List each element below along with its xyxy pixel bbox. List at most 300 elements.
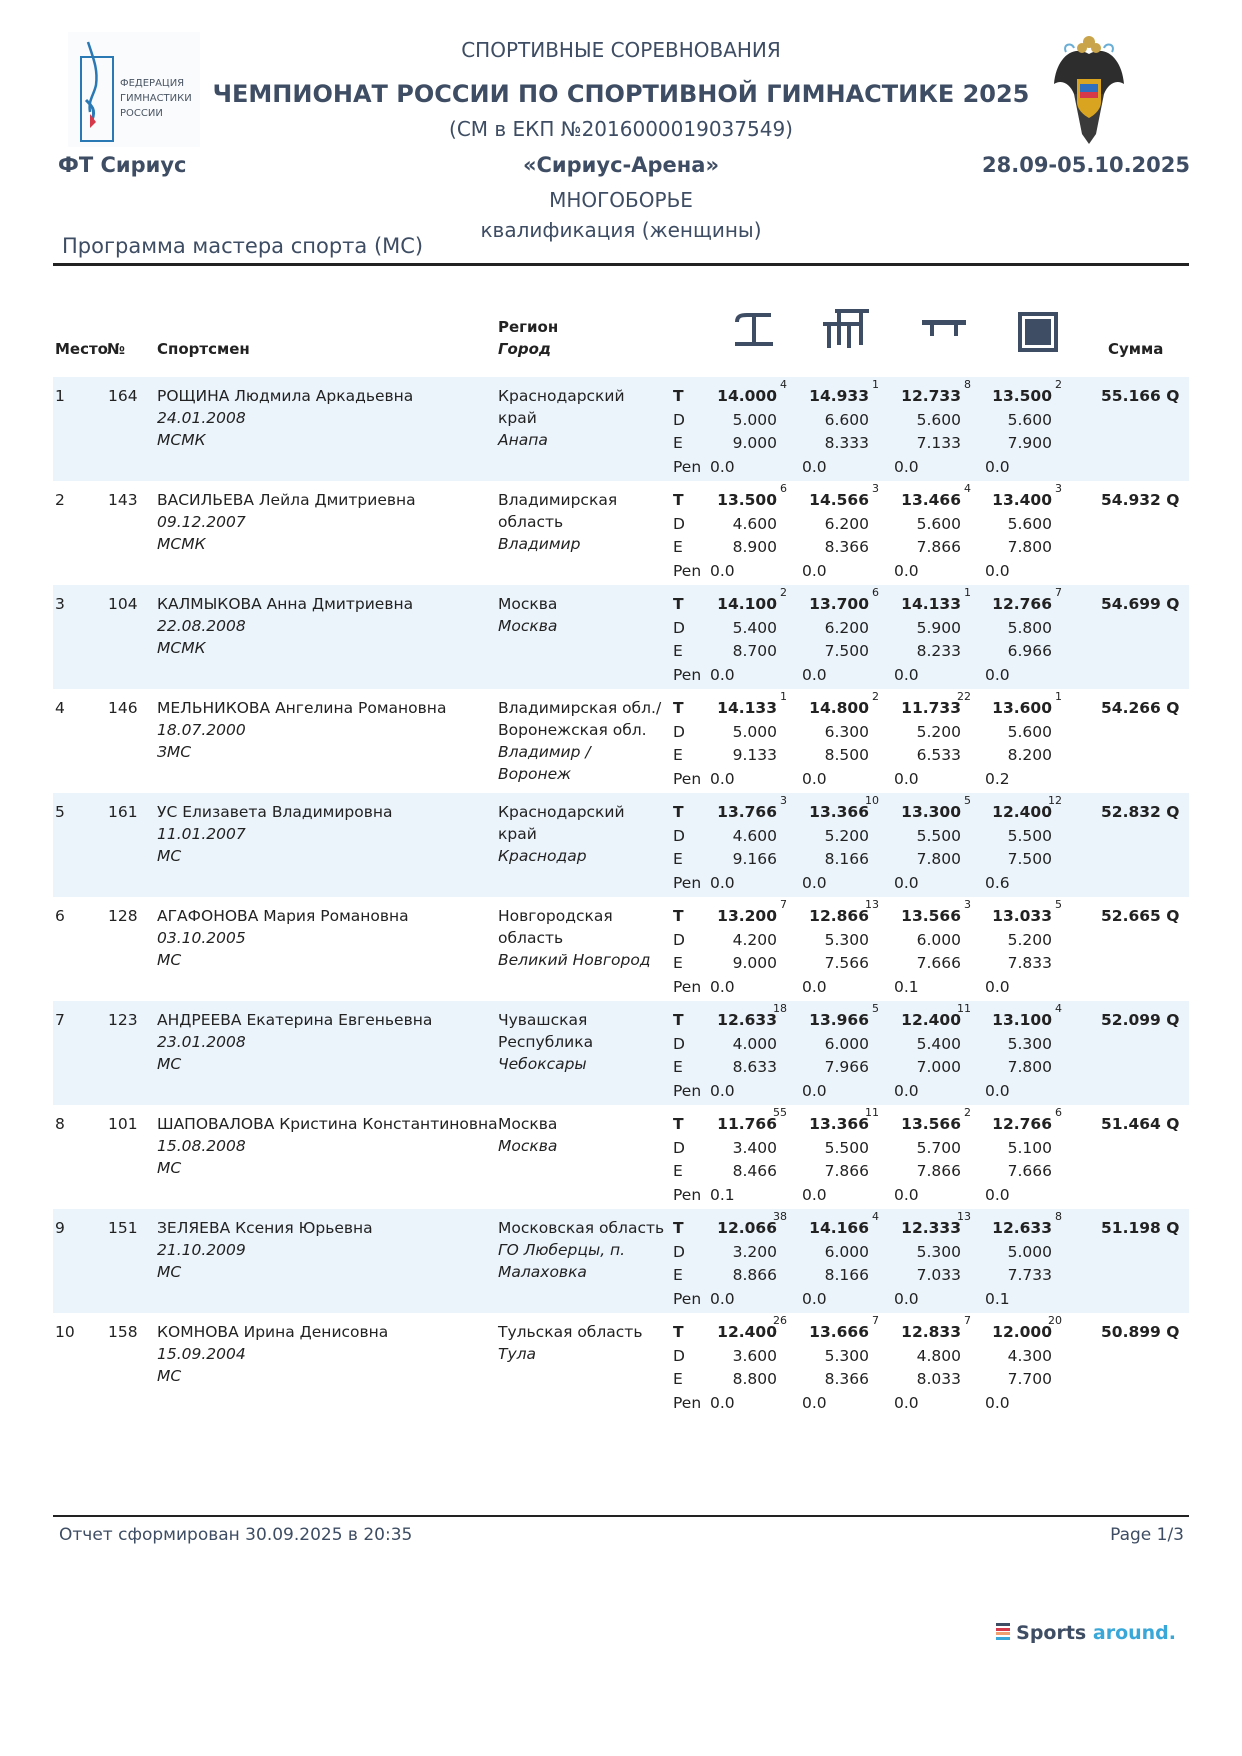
apparatus-rank: 2	[964, 1106, 971, 1119]
total-score: 12.766 7	[966, 593, 1056, 617]
difficulty-score: 4.800	[916, 1346, 961, 1365]
athlete-dob: 03.10.2005	[157, 929, 246, 947]
label-execution: E	[673, 434, 683, 452]
bib-number: 143	[108, 491, 138, 509]
apparatus-score-uneven-bars	[783, 1002, 879, 1103]
penalty: 0.0	[802, 769, 827, 788]
label-penalty: Pen	[673, 977, 702, 996]
total-score: 13.100 4	[966, 1009, 1056, 1033]
total-score: 13.766 3	[691, 801, 781, 825]
execution-score: 8.900	[732, 538, 777, 556]
apparatus-score-uneven-bars	[783, 794, 879, 895]
apparatus-score-vault	[691, 794, 787, 895]
total-score: 12.733 8	[875, 385, 965, 409]
athlete-rank: МС	[157, 847, 182, 865]
region-name: Владимирская область	[498, 491, 618, 531]
apparatus-rank: 5	[964, 794, 971, 807]
apparatus-score-vault	[691, 898, 787, 999]
bib-number: 104	[108, 595, 138, 613]
execution-score: 9.166	[732, 850, 777, 868]
difficulty-score: 5.600	[1007, 410, 1052, 429]
total-score: 12.833 7	[875, 1321, 965, 1345]
difficulty-score: 5.300	[916, 1242, 961, 1261]
region	[498, 593, 668, 637]
penalty: 0.2	[985, 769, 1010, 788]
apparatus-score-floor-exercise	[966, 1210, 1062, 1311]
place: 9	[55, 1219, 65, 1237]
total-score: 13.300 5	[875, 801, 965, 825]
execution-score: 7.566	[824, 954, 869, 972]
total-score: 14.133 1	[875, 593, 965, 617]
difficulty-score: 5.400	[732, 618, 777, 637]
athlete-dob: 09.12.2007	[157, 513, 246, 531]
column-header-athlete: Спортсмен	[157, 340, 250, 358]
label-total: T	[673, 699, 684, 717]
total-score: 13.500 6	[691, 489, 781, 513]
penalty: 0.0	[985, 977, 1010, 996]
all-around-total: 52.665 Q	[1101, 907, 1180, 925]
execution-score: 8.866	[732, 1266, 777, 1284]
balance-beam-icon	[920, 318, 968, 346]
total-score: 12.400 11	[875, 1009, 965, 1033]
table-row	[53, 585, 1189, 689]
label-execution: E	[673, 954, 683, 972]
execution-score: 6.533	[916, 746, 961, 764]
label-execution: E	[673, 538, 683, 556]
difficulty-score: 6.200	[824, 618, 869, 637]
athlete-name: ВАСИЛЬЕВА Лейла Дмитриевна	[157, 491, 416, 509]
apparatus-score-balance-beam	[875, 690, 971, 791]
apparatus-rank: 22	[957, 690, 971, 703]
penalty: 0.0	[802, 1081, 827, 1100]
apparatus-rank: 4	[964, 482, 971, 495]
table-row	[53, 377, 1189, 481]
program-name: Программа мастера спорта (МС)	[62, 234, 424, 258]
execution-score: 8.166	[824, 850, 869, 868]
city-name: Владимир	[498, 535, 581, 553]
execution-score: 7.133	[916, 434, 961, 452]
all-around-total: 54.699 Q	[1101, 595, 1180, 613]
penalty: 0.1	[985, 1289, 1010, 1308]
label-execution: E	[673, 1162, 683, 1180]
apparatus-rank: 12	[1048, 794, 1062, 807]
region-name: Новгородская область	[498, 907, 613, 947]
penalty: 0.0	[894, 873, 919, 892]
athlete-dob: 15.08.2008	[157, 1137, 246, 1155]
region-name: Чувашская Республика	[498, 1011, 594, 1051]
athlete	[157, 1217, 373, 1283]
apparatus-score-vault	[691, 482, 787, 583]
region-name: Тульская область	[498, 1323, 643, 1341]
apparatus-score-uneven-bars	[783, 586, 879, 687]
apparatus-score-uneven-bars	[783, 690, 879, 791]
difficulty-score: 5.300	[1007, 1034, 1052, 1053]
athlete	[157, 801, 393, 867]
athlete-dob: 24.01.2008	[157, 409, 246, 427]
penalty: 0.0	[710, 561, 735, 580]
apparatus-score-floor-exercise	[966, 482, 1062, 583]
penalty: 0.0	[985, 1393, 1010, 1412]
apparatus-score-uneven-bars	[783, 898, 879, 999]
apparatus-score-floor-exercise	[966, 1106, 1062, 1207]
apparatus-rank: 1	[872, 378, 879, 391]
place: 5	[55, 803, 65, 821]
apparatus-score-vault	[691, 690, 787, 791]
apparatus-score-balance-beam	[875, 1106, 971, 1207]
difficulty-score: 5.700	[916, 1138, 961, 1157]
table-row	[53, 793, 1189, 897]
column-header-region: Регион	[498, 318, 559, 336]
difficulty-score: 5.000	[1007, 1242, 1052, 1261]
vault-icon	[733, 310, 775, 354]
total-score: 14.800 2	[783, 697, 873, 721]
apparatus-rank: 8	[1055, 1210, 1062, 1223]
label-execution: E	[673, 642, 683, 660]
difficulty-score: 5.600	[1007, 514, 1052, 533]
city-name: Москва	[498, 1137, 558, 1155]
label-total: T	[673, 803, 684, 821]
total-score: 14.566 3	[783, 489, 873, 513]
athlete	[157, 489, 416, 555]
region	[498, 905, 668, 971]
all-around-total: 54.266 Q	[1101, 699, 1180, 717]
penalty: 0.0	[894, 769, 919, 788]
label-difficulty: D	[673, 1034, 685, 1053]
difficulty-score: 5.200	[1007, 930, 1052, 949]
region-name: Владимирская обл./ Воронежская обл.	[498, 699, 662, 739]
apparatus-rank: 3	[872, 482, 879, 495]
region	[498, 1217, 668, 1283]
difficulty-score: 5.300	[824, 930, 869, 949]
penalty: 0.0	[710, 1081, 735, 1100]
city-name: Чебоксары	[498, 1055, 587, 1073]
penalty: 0.0	[710, 457, 735, 476]
total-score: 12.633 8	[966, 1217, 1056, 1241]
label-total: T	[673, 907, 684, 925]
difficulty-score: 5.000	[732, 722, 777, 741]
penalty: 0.1	[710, 1185, 735, 1204]
apparatus-score-floor-exercise	[966, 690, 1062, 791]
apparatus-score-floor-exercise	[966, 794, 1062, 895]
apparatus-rank: 3	[1055, 482, 1062, 495]
label-penalty: Pen	[673, 1185, 702, 1204]
execution-score: 8.200	[1007, 746, 1052, 764]
region-name: Краснодарский край	[498, 803, 625, 843]
brand-accent: around.	[1092, 1622, 1176, 1644]
apparatus-score-vault	[691, 378, 787, 479]
athlete-rank: МС	[157, 1367, 182, 1385]
athlete-name: КОМНОВА Ирина Денисовна	[157, 1323, 389, 1341]
difficulty-score: 4.300	[1007, 1346, 1052, 1365]
apparatus-rank: 1	[964, 586, 971, 599]
athlete-dob: 23.01.2008	[157, 1033, 246, 1051]
penalty: 0.0	[894, 457, 919, 476]
difficulty-score: 5.800	[1007, 618, 1052, 637]
difficulty-score: 5.000	[732, 410, 777, 429]
total-score: 11.733 22	[875, 697, 965, 721]
apparatus-rank: 7	[780, 898, 787, 911]
execution-score: 7.500	[1007, 850, 1052, 868]
difficulty-score: 5.500	[916, 826, 961, 845]
apparatus-rank: 11	[865, 1106, 879, 1119]
all-around-total: 54.932 Q	[1101, 491, 1180, 509]
place: 7	[55, 1011, 65, 1029]
city-name: Владимир / Воронеж	[498, 743, 591, 783]
athlete	[157, 593, 413, 659]
execution-score: 6.966	[1007, 642, 1052, 660]
apparatus-rank: 11	[957, 1002, 971, 1015]
apparatus-rank: 3	[780, 794, 787, 807]
club-name: ФТ Сириус	[58, 153, 187, 177]
apparatus-score-uneven-bars	[783, 1106, 879, 1207]
label-penalty: Pen	[673, 1081, 702, 1100]
total-score: 12.400 12	[966, 801, 1056, 825]
apparatus-rank: 2	[872, 690, 879, 703]
city-name: Великий Новгород	[498, 951, 651, 969]
apparatus-rank: 18	[773, 1002, 787, 1015]
total-score: 13.500 2	[966, 385, 1056, 409]
penalty: 0.0	[710, 1393, 735, 1412]
uneven-bars-icon	[823, 306, 871, 354]
total-score: 13.400 3	[966, 489, 1056, 513]
execution-score: 7.800	[916, 850, 961, 868]
penalty: 0.0	[802, 1289, 827, 1308]
apparatus-score-uneven-bars	[783, 1314, 879, 1415]
penalty: 0.0	[710, 977, 735, 996]
label-difficulty: D	[673, 410, 685, 429]
penalty: 0.0	[802, 1185, 827, 1204]
athlete-dob: 22.08.2008	[157, 617, 246, 635]
total-score: 14.000 4	[691, 385, 781, 409]
label-difficulty: D	[673, 1138, 685, 1157]
athlete-rank: МС	[157, 951, 182, 969]
apparatus-rank: 6	[1055, 1106, 1062, 1119]
execution-score: 8.366	[824, 1370, 869, 1388]
penalty: 0.1	[894, 977, 919, 996]
header-divider	[53, 263, 1189, 266]
apparatus-rank: 7	[964, 1314, 971, 1327]
apparatus-rank: 5	[1055, 898, 1062, 911]
apparatus-score-vault	[691, 1314, 787, 1415]
bib-number: 146	[108, 699, 138, 717]
execution-score: 7.666	[916, 954, 961, 972]
apparatus-score-balance-beam	[875, 794, 971, 895]
difficulty-score: 6.300	[824, 722, 869, 741]
penalty: 0.0	[894, 1289, 919, 1308]
penalty: 0.0	[802, 1393, 827, 1412]
label-total: T	[673, 1115, 684, 1133]
label-total: T	[673, 491, 684, 509]
total-score: 14.933 1	[783, 385, 873, 409]
apparatus-score-floor-exercise	[966, 586, 1062, 687]
athlete-name: РОЩИНА Людмила Аркадьевна	[157, 387, 414, 405]
label-execution: E	[673, 1370, 683, 1388]
apparatus-rank: 13	[865, 898, 879, 911]
penalty: 0.0	[710, 1289, 735, 1308]
label-penalty: Pen	[673, 1289, 702, 1308]
region	[498, 385, 668, 451]
event-dates: 28.09-05.10.2025	[982, 153, 1190, 177]
place: 2	[55, 491, 65, 509]
athlete-dob: 18.07.2000	[157, 721, 246, 739]
athlete-rank: МС	[157, 1159, 182, 1177]
execution-score: 9.133	[732, 746, 777, 764]
floor-exercise-icon	[1018, 312, 1058, 356]
region	[498, 1321, 668, 1365]
footer-divider	[53, 1515, 1189, 1517]
label-difficulty: D	[673, 1346, 685, 1365]
difficulty-score: 5.300	[824, 1346, 869, 1365]
brand-main: Sports	[1016, 1622, 1087, 1644]
logo-line: ФЕДЕРАЦИЯ	[120, 78, 185, 89]
difficulty-score: 6.200	[824, 514, 869, 533]
total-score: 13.033 5	[966, 905, 1056, 929]
total-score: 12.766 6	[966, 1113, 1056, 1137]
penalty: 0.0	[894, 561, 919, 580]
column-header-sum: Сумма	[1108, 340, 1164, 358]
label-difficulty: D	[673, 1242, 685, 1261]
penalty: 0.0	[802, 561, 827, 580]
bib-number: 123	[108, 1011, 138, 1029]
execution-score: 7.800	[1007, 1058, 1052, 1076]
apparatus-score-floor-exercise	[966, 1314, 1062, 1415]
athlete-rank: МСМК	[157, 431, 206, 449]
apparatus-rank: 5	[872, 1002, 879, 1015]
penalty: 0.0	[710, 769, 735, 788]
place: 6	[55, 907, 65, 925]
label-difficulty: D	[673, 618, 685, 637]
penalty: 0.0	[802, 873, 827, 892]
penalty: 0.0	[802, 457, 827, 476]
all-around-total: 52.832 Q	[1101, 803, 1180, 821]
difficulty-score: 4.000	[732, 1034, 777, 1053]
execution-score: 7.966	[824, 1058, 869, 1076]
column-header-city: Город	[498, 340, 552, 358]
apparatus-rank: 2	[1055, 378, 1062, 391]
city-name: ГО Люберцы, п. Малаховка	[498, 1241, 626, 1281]
penalty: 0.0	[985, 561, 1010, 580]
label-total: T	[673, 1011, 684, 1029]
execution-score: 8.500	[824, 746, 869, 764]
apparatus-score-uneven-bars	[783, 378, 879, 479]
bib-number: 158	[108, 1323, 138, 1341]
bib-number: 151	[108, 1219, 138, 1237]
penalty: 0.0	[710, 873, 735, 892]
athlete-dob: 15.09.2004	[157, 1345, 246, 1363]
penalty: 0.6	[985, 873, 1010, 892]
sports-around-logo	[996, 1622, 1176, 1644]
athlete	[157, 905, 409, 971]
apparatus-rank: 4	[780, 378, 787, 391]
venue: «Сириус-Арена»	[522, 153, 720, 177]
table-row	[53, 1209, 1189, 1313]
apparatus-rank: 3	[964, 898, 971, 911]
discipline: МНОГОБОРЬЕ	[549, 188, 693, 212]
difficulty-score: 4.200	[732, 930, 777, 949]
execution-score: 7.866	[916, 1162, 961, 1180]
total-score: 12.066 38	[691, 1217, 781, 1241]
athlete	[157, 1321, 388, 1387]
total-score: 13.466 4	[875, 489, 965, 513]
total-score: 13.366 10	[783, 801, 873, 825]
apparatus-rank: 1	[1055, 690, 1062, 703]
execution-score: 7.733	[1007, 1266, 1052, 1284]
athlete-dob: 21.10.2009	[157, 1241, 246, 1259]
penalty: 0.0	[985, 457, 1010, 476]
total-score: 12.400 26	[691, 1321, 781, 1345]
label-difficulty: D	[673, 514, 685, 533]
label-total: T	[673, 595, 684, 613]
penalty: 0.0	[894, 1081, 919, 1100]
label-penalty: Pen	[673, 457, 702, 476]
label-penalty: Pen	[673, 665, 702, 684]
apparatus-rank: 8	[964, 378, 971, 391]
athlete	[157, 1009, 432, 1075]
place: 10	[55, 1323, 75, 1341]
execution-score: 8.333	[824, 434, 869, 452]
ekp-number: (СМ в ЕКП №2016000019037549)	[449, 117, 793, 141]
report-generated: Отчет сформирован 30.09.2025 в 20:35	[59, 1525, 413, 1545]
apparatus-score-floor-exercise	[966, 1002, 1062, 1103]
apparatus-score-balance-beam	[875, 1210, 971, 1311]
region-name: Краснодарский край	[498, 387, 625, 427]
total-score: 13.966 5	[783, 1009, 873, 1033]
athlete	[157, 1113, 498, 1179]
difficulty-score: 6.000	[916, 930, 961, 949]
execution-score: 7.033	[916, 1266, 961, 1284]
athlete	[157, 697, 446, 763]
bib-number: 128	[108, 907, 138, 925]
label-execution: E	[673, 746, 683, 764]
label-execution: E	[673, 850, 683, 868]
stage: квалификация (женщины)	[480, 218, 762, 242]
label-difficulty: D	[673, 930, 685, 949]
total-score: 13.700 6	[783, 593, 873, 617]
execution-score: 7.700	[1007, 1370, 1052, 1388]
difficulty-score: 5.600	[1007, 722, 1052, 741]
apparatus-rank: 4	[1055, 1002, 1062, 1015]
difficulty-score: 5.900	[916, 618, 961, 637]
penalty: 0.0	[710, 665, 735, 684]
event-title: ЧЕМПИОНАТ РОССИИ ПО СПОРТИВНОЙ ГИМНАСТИКЕ 2025	[212, 80, 1030, 108]
apparatus-rank: 1	[780, 690, 787, 703]
apparatus-score-vault	[691, 586, 787, 687]
logo-line: ГИМНАСТИКИ	[120, 93, 192, 104]
execution-score: 8.466	[732, 1162, 777, 1180]
apparatus-score-balance-beam	[875, 1314, 971, 1415]
total-score: 14.166 4	[783, 1217, 873, 1241]
apparatus-score-floor-exercise	[966, 898, 1062, 999]
region	[498, 1113, 668, 1157]
execution-score: 7.666	[1007, 1162, 1052, 1180]
difficulty-score: 3.400	[732, 1138, 777, 1157]
penalty: 0.0	[894, 1185, 919, 1204]
label-penalty: Pen	[673, 561, 702, 580]
total-score: 12.633 18	[691, 1009, 781, 1033]
athlete-name: АГАФОНОВА Мария Романовна	[157, 907, 409, 925]
athlete-name: АНДРЕЕВА Екатерина Евгеньевна	[157, 1011, 433, 1029]
table-row	[53, 897, 1189, 1001]
region	[498, 1009, 668, 1075]
city-name: Краснодар	[498, 847, 587, 865]
region	[498, 489, 668, 555]
column-header-bib: №	[107, 340, 126, 358]
place: 8	[55, 1115, 65, 1133]
execution-score: 7.000	[916, 1058, 961, 1076]
difficulty-score: 3.600	[732, 1346, 777, 1365]
difficulty-score: 3.200	[732, 1242, 777, 1261]
apparatus-score-balance-beam	[875, 898, 971, 999]
